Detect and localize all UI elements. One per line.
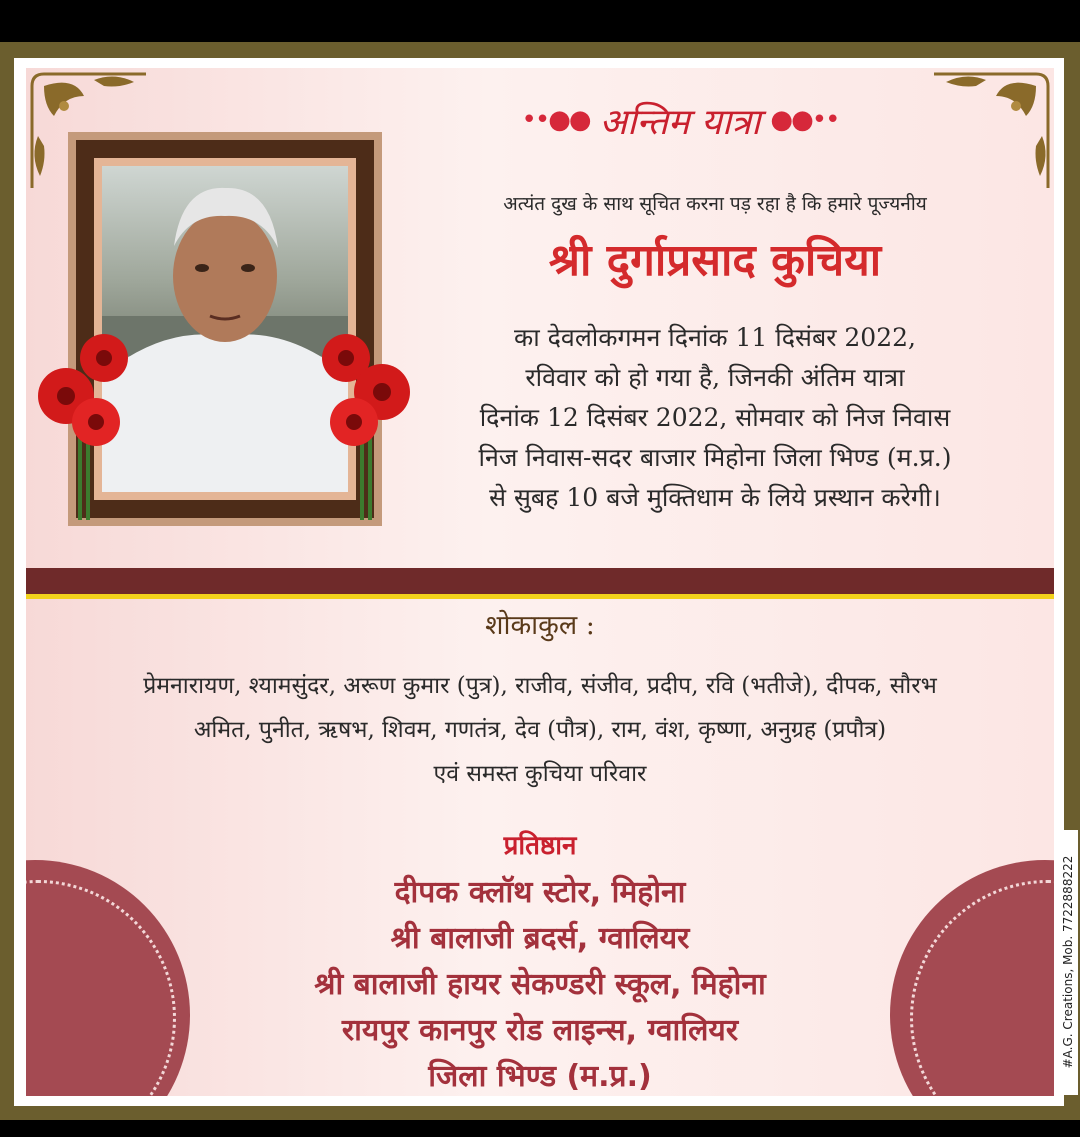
heading-dots-right: ●●•• <box>770 105 839 135</box>
mourners-line: एवं समस्त कुचिया परिवार <box>433 761 647 787</box>
intro-text: अत्यंत दुख के साथ सूचित करना पड़ रहा है कि हमारे पूज्यनीय <box>503 193 927 215</box>
message-line: दिनांक 12 दिसंबर 2022, सोमवार को निज निवास <box>479 403 951 432</box>
heading-title: अन्तिम यात्रा <box>599 101 761 143</box>
corner-ornament-icon <box>926 66 1056 196</box>
heading <box>450 80 910 160</box>
institution-line: जिला भिण्ड (म.प्र.) <box>428 1059 652 1094</box>
deceased-name: श्री दुर्गाप्रसाद कुचिया <box>548 235 882 286</box>
credit-text: #A.G. Creations, Mob. 7722888222 <box>1061 855 1075 1069</box>
mourners-line: प्रेमनारायण, श्यामसुंदर, अरूण कुमार (पुत्र), राजीव, संजीव, प्रदीप, रवि (भतीजे), दीपक, सौरभ <box>143 673 937 699</box>
heading-dots-left: ••●● <box>521 105 590 135</box>
institution-line: श्री बालाजी हायर सेकण्डरी स्कूल, मिहोना <box>314 967 766 1002</box>
institutions-title: प्रतिष्ठान <box>503 831 577 861</box>
divider-band <box>26 568 1054 594</box>
flower-icon <box>34 330 144 520</box>
left-dotted-ring <box>26 880 176 1096</box>
message-line: निज निवास-सदर बाजार मिहोना जिला भिण्ड (म.प्र.) <box>478 443 952 472</box>
institution-line: श्री बालाजी ब्रदर्स, ग्वालियर <box>390 921 690 956</box>
institutions-list <box>200 870 880 1100</box>
institution-line: दीपक क्लॉथ स्टोर, मिहोना <box>394 875 686 910</box>
message-line: से सुबह 10 बजे मुक्तिधाम के लिये प्रस्थान करेगी। <box>489 483 941 512</box>
message-line: रविवार को हो गया है, जिनकी अंतिम यात्रा <box>525 363 905 392</box>
announcement-message <box>400 318 1030 518</box>
institution-line: रायपुर कानपुर रोड लाइन्स, ग्वालियर <box>341 1013 739 1048</box>
credit-strip <box>1058 830 1078 1095</box>
mourners-list <box>26 664 1054 796</box>
message-line: का देवलोकगमन दिनांक 11 दिसंबर 2022, <box>514 323 916 352</box>
mourners-label: शोकाकुल : <box>485 610 595 641</box>
mourners-line: अमित, पुनीत, ऋषभ, शिवम, गणतंत्र, देव (पौत्र), राम, वंश, कृष्णा, अनुग्रह (प्रपौत्र) <box>193 717 887 743</box>
divider-line <box>26 594 1054 599</box>
